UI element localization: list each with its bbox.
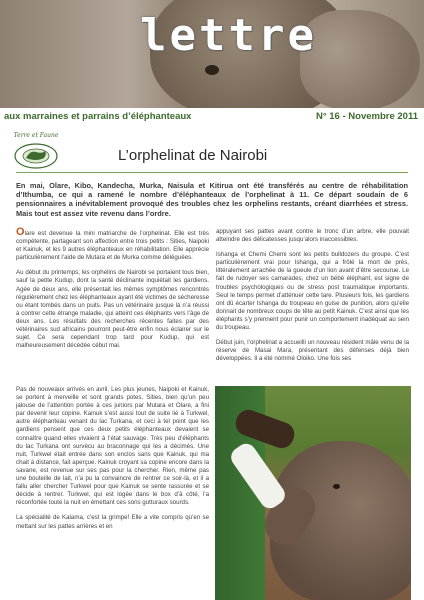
article-intro: En mai, Olare, Kibo, Kandecha, Murka, Naisula et Kitirua ont été transférés au centre de réhabilitation d’Ithumba, ce qui a ramené le nombre d’éléphanteaux de l’orphelinat à 11. Ce départ soudain de 6 pensionnaires a inévitablement provoqué des troubles chez les orphelins restants, créant diarrhées et stress. Mais tout est assez vite revenu dans l’ordre.	[16, 181, 408, 218]
paragraph: Début juin, l’orphelinat a accueilli un nouveau résident mâle venu de la réserve de Masai Mara, présentant des défenses déjà bien développées. Il a été nommé Oloiko. Une fois ses	[216, 339, 409, 363]
issue-number: N° 16 - Novembre 2011	[315, 111, 418, 122]
paragraph: Ishanga et Chemi Chemi sont les petits bulldozers du groupe. C’est particulièrement vrai pour Ishanga, qui a frôlé la mort de près, littéralement arrachée de la gueule d’un lion avant d’être secourue. Le fait de rudoyer ses camarades, chez un bébé éléphant, est signe de troubles psychologiques ou de stress post traumatique importants. Seul le temps permet d’atténuer cette tare. Plusieurs fois, les gardiens ont dû écarter Ishanga du troupeau en guise de punition, alors qu’elle donnait de nombreux coups de tête au petit Kainuk. C’est ainsi que les éléphants s’y prennent pour punir un comportement inadéquat au sein du troupeau.	[216, 251, 409, 332]
column-left-top	[16, 228, 209, 357]
paragraph-text: lare est devenue la mini matriarche de l’orphelinat. Elle est très compétente, partageant son affection entre trois petits : Sities, Naipoki et Kainuk, et les 9 autres éléphanteaux en réhabilitation. Elle apprécie particulièrement l’aide de Mutara et de Murka comme déléguées.	[16, 230, 209, 262]
drop-cap: O	[16, 226, 25, 238]
baby-elephant-bottle-photo	[215, 386, 411, 600]
paragraph: Pas de nouveaux arrivés en avril. Les plus jeunes, Naipoki et Kainuk, se portent à merveille et sont grands potes. Sities, bien qu’un peu jalouse de l’attention portée à ces juniors par Mutara et Olare, a fini par devenir leur copine. Kainuk s’est aussi tout de suite lié à Turkwel, autre éléphanteau venant du lac Turkana, et ceci à tel point que les gardiens pensent que ces deux petits éléphanteaux devaient se connaître quand elles vivaient à l’état sauvage. Très peu d’éléphants du lac Turkana ont survécu au braconnage qui les a décimés. Une nuit, Turkwel était entrée dans son enclos sans que Kainuk, qui ma chait à distance, fait aperçue. Kainuk croyant sa copine encore dans la savane, est revenue sur ses pas pour la chercher. Rien, même pas une bouteille de lait, n’a pu la convaincre de rentrer ce soir-là, et il a fallu aller chercher Turkwel pour que Kainuk se sente rassurée et se décide à rentrer. Turkwel, qui est logée dans le box d’à côté, l’a réconfortée toute la nuit en émettant ces sons gutturaux sourds.	[16, 386, 209, 507]
logo-text: Terre et Faune	[13, 132, 59, 139]
newsletter-title: lettre	[140, 10, 317, 61]
column-right-top	[216, 228, 409, 370]
paragraph: La spécialité de Kalama, c’est la grimpe! Elle a vite compris qu’en se mettant sur les pattes arrières et en	[16, 514, 209, 530]
elephant-ear	[300, 10, 420, 108]
terre-et-faune-logo	[12, 132, 60, 170]
elephant-eye	[333, 484, 340, 489]
column-left-bottom	[16, 386, 209, 538]
paragraph: appuyant ses pattes avant contre le tronc d’un arbre, elle pouvait atteindre des délicatesses jusqu’alors inaccessibles.	[216, 228, 409, 244]
title-rule	[16, 172, 408, 173]
article-title: L’orphelinat de Nairobi	[118, 147, 268, 164]
header-banner	[0, 0, 424, 108]
paragraph	[16, 228, 209, 262]
elephant-eye	[205, 65, 219, 75]
newsletter-subtitle: aux marraines et parrains d’éléphanteaux	[4, 111, 192, 122]
paragraph: Au début du printemps, les orphelins de Nairobi se portaient tous bien, sauf la petite Kudup, dont la santé déclinante inquiétait les gardiens. Agée de deux ans, elle présentait les mêmes symptômes rencontrés régulièrement chez les éléphanteaux ayant été victimes de sécheresse ou étant tombés dans un puits. Pas un vétérinaire jusque là n’a réussi à contrer cette étrange maladie, qui atteint ces éléphants vers l’âge de deux ans. Les résultats des recherches récentes faites par des vétérinaires sud africains pourront peut-être enfin nous éclairer sur le sujet. Ce sera cependant trop tard pour Kudup, qui est malheureusement décédée cébut mai.	[16, 269, 209, 350]
